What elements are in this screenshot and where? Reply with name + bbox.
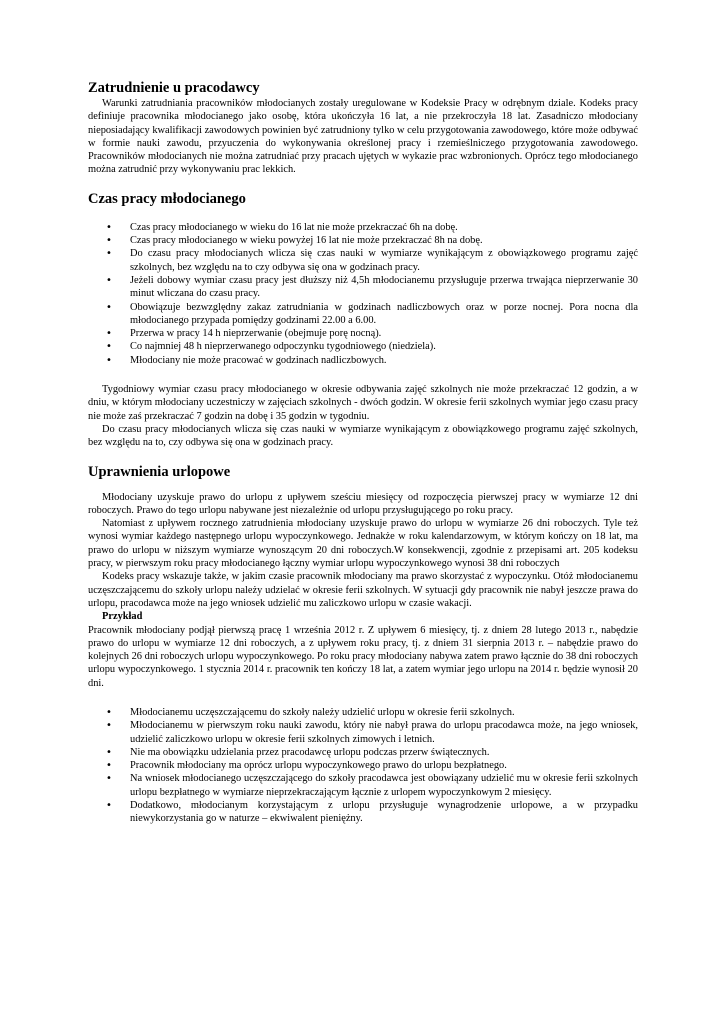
paragraph: Tygodniowy wymiar czasu pracy młodocianego w okresie odbywania zajęć szkolnych nie może przekraczać 12 godzin, a w dniu, w którym młodociany uczestniczy w zajęciach szkolnych - dwóch godzin. W okresie ferii szkolnych wymiar jego czasu pracy nie może zaś przekraczać 7 godzin na dobę i 35 godzin w tygodniu. bbox=[88, 384, 638, 422]
list-item: • Na wniosek młodocianego uczęszczającego do szkoły pracodawca jest obowiązany udzielić mu w okresie ferii szkolnych urlopu bezpłatnego w wymiarze nieprzekraczającym łącznie z urlopem wypoczynkowym 2 miesięcy. bbox=[88, 772, 638, 799]
paragraph: Młodociany uzyskuje prawo do urlopu z upływem sześciu miesięcy od rozpoczęcia pierwszej pracy w wymiarze 12 dni roboczych. Prawo do tego urlopu nabywane jest niezależnie od urlopu przysługującego po roku pracy. bbox=[88, 491, 638, 516]
section-working-time bbox=[88, 191, 638, 450]
section-title: Uprawnienia urlopowe bbox=[88, 463, 231, 480]
paragraph: Natomiast z upływem rocznego zatrudnienia młodociany uzyskuje prawo do urlopu w wymiarze 26 dni roboczych. Tyle też wynosi wymiar każdego następnego urlopu wypoczynkowego. Jednakże w roku kalendarzowym, w którym kończy on 18 lat, ma prawo do urlopu w niższym wymiarze wynoszącym 20 dni roboczych.W konsekwencji, zgodnie z przepisami art. 205 kodeksu pracy, w pierwszym roku pracy młodocianego łączny wymiar urlopu wypoczynkowego wynosi 38 dni roboczych bbox=[88, 518, 638, 570]
bullet-list bbox=[88, 221, 638, 367]
example-label: Przykład bbox=[102, 611, 143, 623]
list-item: • Młodocianemu uczęszczającemu do szkoły należy udzielić urlopu w okresie ferii szkolnych. bbox=[88, 706, 638, 719]
list-item: • Jeżeli dobowy wymiar czasu pracy jest dłuższy niż 4,5h młodocianemu przysługuje przerwa trwająca nieprzerwanie 30 minut wliczana do czasu pracy. bbox=[88, 274, 638, 301]
section-leave bbox=[88, 464, 638, 826]
list-item: • Przerwa w pracy 14 h nieprzerwanie (obejmuje porę nocną). bbox=[88, 327, 638, 340]
list-item: • Pracownik młodociany ma oprócz urlopu wypoczynkowego prawo do urlopu bezpłatnego. bbox=[88, 759, 638, 772]
paragraph: Warunki zatrudniania pracowników młodocianych zostały uregulowane w Kodeksie Pracy w odrębnym dziale. Kodeks pracy definiuje pracownika młodocianego jako osobę, która ukończyła 16 lat, a nie przekroczyła 18 lat. Zasadniczo młodociany nieposiadający kwalifikacji zawodowych powinien być zatrudniony tylko w celu przygotowania zawodowego, które może odbywać w formie nauki zawodu, przyuczenia do wykonywania określonej pracy i rzemieślniczego przygotowania zawodowego. Pracowników młodocianych nie można zatrudniać przy pracach ujętych w wykazie prac wzbronionych. Oprócz tego młodocianego można zatrudnić przy wykonywaniu prac lekkich. bbox=[88, 98, 638, 176]
paragraph: Do czasu pracy młodocianych wlicza się czas nauki w wymiarze wynikającym z obowiązkowego programu zajęć szkolnych, bez względu na to, czy odbywa się ona w godzinach pracy. bbox=[88, 423, 638, 449]
list-item: • Dodatkowo, młodocianym korzystającym z urlopu przysługuje wynagrodzenie urlopowe, a w przypadku niewykorzystania go w naturze – ekwiwalent pieniężny. bbox=[88, 799, 638, 826]
document-page bbox=[88, 80, 638, 826]
section-title: Czas pracy młodocianego bbox=[88, 190, 246, 207]
list-item: • Młodociany nie może pracować w godzinach nadliczbowych. bbox=[88, 354, 638, 367]
list-item: • Co najmniej 48 h nieprzerwanego odpoczynku tygodniowego (niedziela). bbox=[88, 340, 638, 353]
list-item: • Młodocianemu w pierwszym roku nauki zawodu, który nie nabył prawa do urlopu pracodawca może, na jego wniosek, udzielić zaliczkowo urlopu w okresie ferii szkolnych zimowych i letnich. bbox=[88, 719, 638, 746]
list-item: • Obowiązuje bezwzględny zakaz zatrudniania w godzinach nadliczbowych oraz w porze nocnej. Pora nocna dla młodocianego przypada pomiędzy godzinami 22.00 a 6.00. bbox=[88, 301, 638, 328]
section-employment bbox=[88, 80, 638, 177]
section-title: Zatrudnienie u pracodawcy bbox=[88, 80, 260, 96]
bullet-list bbox=[88, 706, 638, 826]
example-text: Pracownik młodociany podjął pierwszą pracę 1 września 2012 r. Z upływem 6 miesięcy, tj. z dniem 28 lutego 2013 r., nabędzie prawo do urlopu w wymiarze 12 dni roboczych, a z upływem roku pracy, tj. z dniem 31 sierpnia 2013 r. – nabędzie prawo do kolejnych 26 dni roboczych urlopu wypoczynkowego. Po roku pracy młodociany nabywa zatem prawo łącznie do 38 dni roboczych urlopu wypoczynkowego. 1 stycznia 2014 r. pracownik ten kończy 18 lat, a zatem wymiar jego urlopu na 2014 r. będzie wynosił 20 dni. bbox=[88, 624, 638, 689]
list-item: • Czas pracy młodocianego w wieku powyżej 16 lat nie może przekraczać 8h na dobę. bbox=[88, 234, 638, 247]
list-item: • Do czasu pracy młodocianych wlicza się czas nauki w wymiarze wynikającym z obowiązkowego programu zajęć szkolnych, bez względu na to czy odbywa się ona w godzinach pracy. bbox=[88, 247, 638, 274]
list-item: • Czas pracy młodocianego w wieku do 16 lat nie może przekraczać 6h na dobę. bbox=[88, 221, 638, 234]
list-item: • Nie ma obowiązku udzielania przez pracodawcę urlopu podczas przerw świątecznych. bbox=[88, 746, 638, 759]
paragraph: Kodeks pracy wskazuje także, w jakim czasie pracownik młodociany ma prawo skorzystać z wypoczynku. Otóż młodocianemu uczęszczającemu do szkoły urlopu należy udzielać w okresie ferii szkolnych. W sytuacji gdy pracownik nie nabył jeszcze prawa do urlopu, pracodawca może na jego wniosek udzielić mu zaliczkowo urlopu w czasie wakacji. bbox=[88, 571, 638, 609]
